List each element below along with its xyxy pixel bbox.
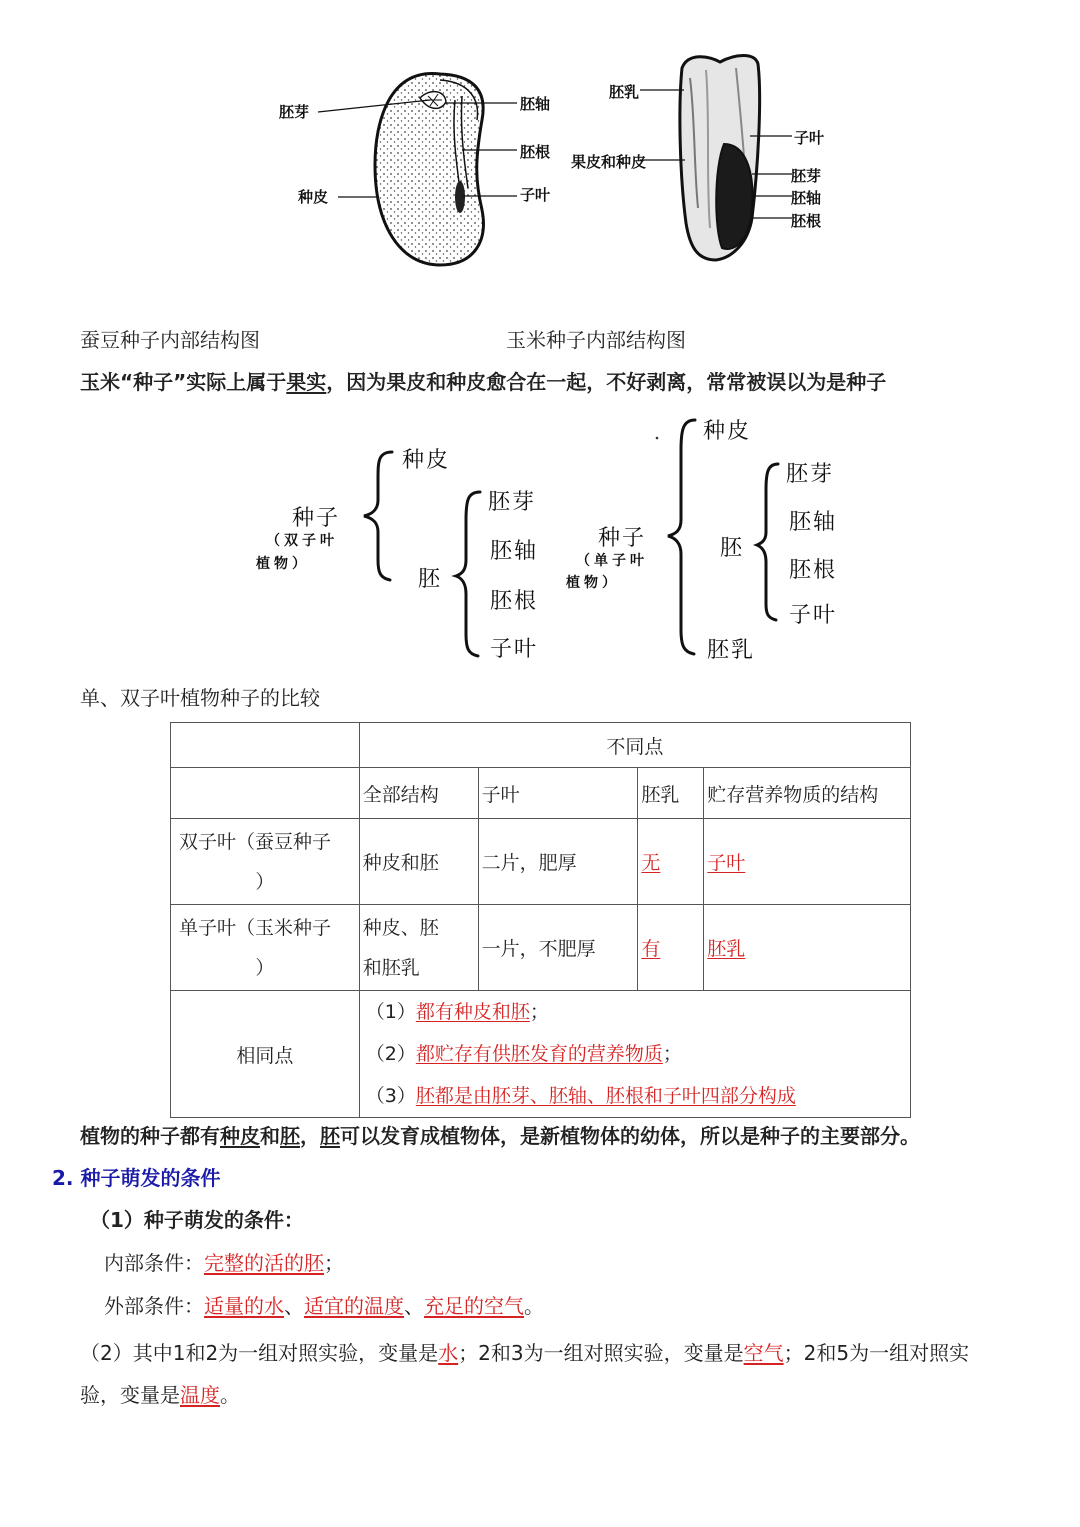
structure-tree-braces (0, 400, 1080, 670)
external-label: 外部条件： (104, 1294, 204, 1318)
dicot-part-hypocotyl: 胚轴 (490, 539, 539, 564)
p2-a: （2）其中1和2为一组对照实验，变量是 (80, 1341, 439, 1365)
external-sep: 、 (404, 1294, 424, 1318)
same-item-num: （1） (365, 1001, 416, 1023)
table-diff-header: 不同点 (359, 723, 910, 768)
monocot-part-hypocotyl: 胚轴 (789, 510, 838, 535)
bean-caption: 蚕豆种子内部结构图 (80, 328, 260, 352)
table-cell-answer (704, 905, 911, 991)
monocot-seed-coat: 种皮 (703, 419, 752, 444)
table-row (171, 723, 911, 768)
same-item-num: （2） (365, 1043, 416, 1065)
same-item-text: 都贮存有供胚发育的营养物质 (415, 1043, 663, 1065)
corn-label-cotyledon: 子叶 (794, 129, 825, 147)
table-col-header: 胚乳 (638, 768, 704, 819)
table-col-header: 子叶 (478, 768, 638, 819)
dicot-root-sub1: （双子叶 (266, 533, 338, 549)
internal-condition (104, 1247, 344, 1276)
dicot-part-cotyledon: 子叶 (490, 637, 539, 662)
dicot-part-plumule: 胚芽 (488, 490, 537, 515)
table-col-header: 全部结构 (359, 768, 478, 819)
p2-e: 。 (220, 1383, 240, 1407)
same-item (366, 1033, 907, 1075)
summary-line (80, 1120, 920, 1149)
experiment-line2 (80, 1374, 1040, 1416)
table-row (171, 768, 911, 819)
comparison-table (170, 722, 911, 1118)
compare-title: 单、双子叶植物种子的比较 (80, 686, 320, 710)
bean-label-embryo-bud: 胚芽 (279, 103, 310, 121)
answer-endosperm-has: 有 (641, 938, 661, 960)
corn-note-fruit: 果实 (286, 370, 327, 394)
dicot-part-radicle: 胚根 (490, 589, 539, 614)
monocot-part-cotyledon: 子叶 (789, 603, 838, 628)
table-row (171, 991, 911, 1118)
row-name-line1: 双子叶（蚕豆种子 (179, 830, 332, 853)
monocot-root-sub2: 植物） (566, 575, 620, 591)
corn-label-radicle: 胚根 (791, 212, 822, 230)
table-cell (359, 905, 478, 991)
answer-endosperm-none: 无 (641, 852, 661, 874)
table-cell-answer (638, 905, 704, 991)
p2-d: 验，变量是 (80, 1383, 180, 1407)
cell-line2: 和胚乳 (362, 956, 420, 979)
internal-tail: ； (324, 1251, 344, 1275)
bean-label-cotyledon: 子叶 (520, 186, 551, 204)
external-sep: 、 (284, 1294, 304, 1318)
corn-label-endosperm: 胚乳 (609, 83, 640, 101)
external-value-air: 充足的空气 (424, 1294, 524, 1318)
table-cell: 种皮和胚 (359, 819, 478, 905)
summary-t4: 可以发育成植物体，是新植物体的幼体，所以是种子的主要部分。 (340, 1124, 920, 1148)
corn-note-before: 玉米“种子”实际上属于 (80, 370, 287, 394)
internal-value: 完整的活的胚 (204, 1251, 324, 1275)
corn-note (80, 366, 886, 395)
external-condition (104, 1290, 544, 1319)
external-value-water: 适量的水 (204, 1294, 284, 1318)
section-title: 2. 种子萌发的条件 (52, 1166, 221, 1190)
table-cell-empty (171, 723, 360, 768)
summary-u1: 种皮 (220, 1124, 260, 1148)
same-item-tail: ； (662, 1043, 682, 1065)
corn-seed-diagram (640, 48, 830, 268)
same-item-num: （3） (365, 1085, 416, 1107)
table-row-name (171, 819, 360, 905)
row-name-line2: ） (255, 956, 275, 979)
row-name-line2: ） (255, 870, 275, 893)
summary-u2: 胚 (280, 1124, 300, 1148)
section-subtitle: （1）种子萌发的条件： (90, 1208, 304, 1232)
table-cell: 二片，肥厚 (478, 819, 638, 905)
experiment-paragraph (80, 1332, 1040, 1416)
table-same-items (359, 991, 910, 1118)
table-cell-answer (638, 819, 704, 905)
table-row (171, 819, 911, 905)
same-item (366, 991, 907, 1033)
monocot-part-plumule: 胚芽 (786, 462, 835, 487)
answer-storage-endosperm: 胚乳 (707, 938, 746, 960)
bean-label-seed-coat: 种皮 (298, 188, 329, 206)
corn-label-pericarp: 果皮和种皮 (571, 153, 647, 171)
table-col-header: 贮存营养物质的结构 (704, 768, 911, 819)
same-item-text: 胚都是由胚芽、胚轴、胚根和子叶四部分构成 (415, 1085, 796, 1107)
p2-variable-temp: 温度 (180, 1383, 220, 1407)
monocot-endosperm: 胚乳 (707, 638, 756, 663)
row-name-line1: 单子叶（玉米种子 (179, 916, 332, 939)
dicot-root-sub2: 植物） (256, 556, 310, 572)
answer-storage-cotyledon: 子叶 (707, 852, 746, 874)
corn-note-after: ，因为果皮和种皮愈合在一起，不好剥离，常常被误以为是种子 (326, 370, 887, 394)
dicot-seed-coat: 种皮 (402, 448, 451, 473)
monocot-root: 种子 (598, 526, 647, 551)
table-row (171, 905, 911, 991)
p2-variable-air: 空气 (743, 1341, 784, 1365)
monocot-embryo: 胚 (720, 536, 745, 561)
p2-c: ；2和5为一组对照实 (783, 1341, 970, 1365)
same-item (366, 1075, 907, 1117)
internal-label: 内部条件： (104, 1251, 204, 1275)
table-cell-empty (171, 768, 360, 819)
summary-t1: 植物的种子都有 (80, 1124, 220, 1148)
external-tail: 。 (524, 1294, 544, 1318)
monocot-root-sub1: （单子叶 (576, 553, 648, 569)
summary-u3: 胚 (320, 1124, 340, 1148)
table-cell: 一片，不肥厚 (478, 905, 638, 991)
p2-variable-water: 水 (438, 1341, 459, 1365)
summary-t3: ， (300, 1124, 320, 1148)
corn-label-plumule: 胚芽 (791, 167, 822, 185)
corn-caption: 玉米种子内部结构图 (506, 328, 686, 352)
dicot-embryo: 胚 (418, 567, 443, 592)
summary-t2: 和 (260, 1124, 280, 1148)
table-cell-answer (704, 819, 911, 905)
cell-line1: 种皮、胚 (362, 916, 439, 939)
table-same-header: 相同点 (171, 991, 360, 1118)
external-value-temp: 适宜的温度 (304, 1294, 404, 1318)
same-item-tail: ； (529, 1001, 549, 1023)
experiment-line1 (80, 1332, 1040, 1374)
bean-label-hypocotyl: 胚轴 (520, 95, 551, 113)
p2-b: ；2和3为一组对照实验，变量是 (458, 1341, 744, 1365)
corn-label-hypocotyl: 胚轴 (791, 189, 822, 207)
table-row-name (171, 905, 360, 991)
dicot-root: 种子 (292, 506, 341, 531)
monocot-part-radicle: 胚根 (789, 558, 838, 583)
same-item-text: 都有种皮和胚 (415, 1001, 530, 1023)
bean-label-radicle: 胚根 (520, 143, 551, 161)
